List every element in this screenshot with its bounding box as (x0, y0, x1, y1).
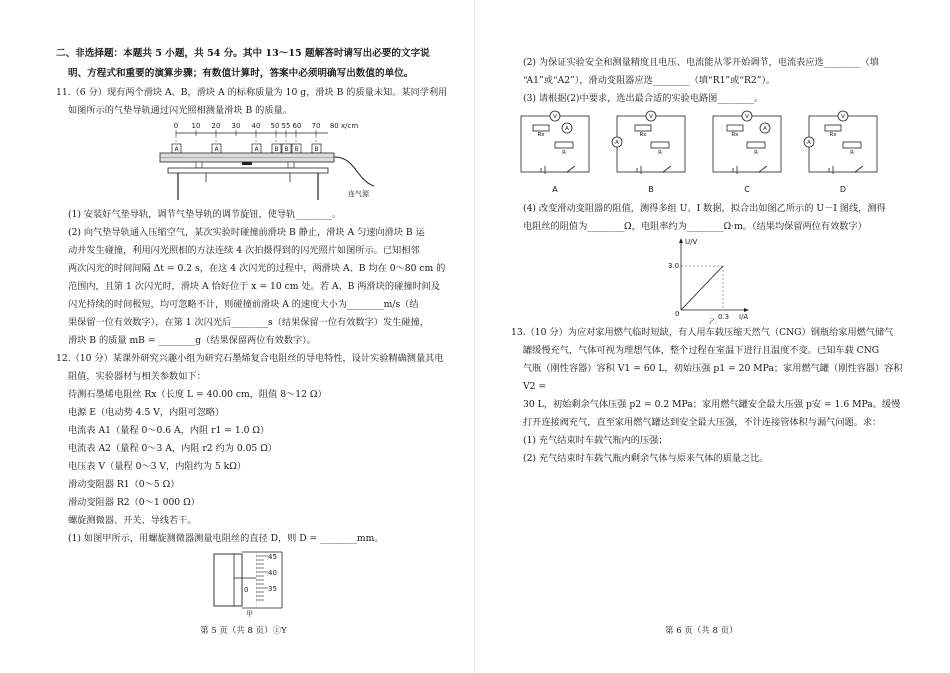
q12-part-4-line-2: 电阻丝的阻值为________Ω，电阻率约为________Ω·m。（结果均保留两位有效数字） (523, 221, 867, 232)
ruler-label-0: 0 (173, 122, 179, 130)
air-track-diagram (56, 120, 452, 206)
q12-part-2-line-2: “A1”或“A2”），滑动变阻器应选________（填“R1”或“R2”）。 (523, 75, 776, 86)
x-tick-label: 0.3 (718, 313, 730, 321)
q12-item: 电源 E（电动势 4.5 V，内阻可忽略） (68, 407, 225, 418)
ruler-label-40: 40 (251, 122, 261, 130)
q13-line-4: 30 L，初始剩余气体压强 p2 = 0.2 MPa；家用燃气罐安全最大压强 p安 = 1.6 MPa。缓慢 (523, 399, 901, 410)
air-track-figure (56, 120, 452, 206)
section-header-line-1: 二、非选择题：本题共 5 小题，共 54 分。其中 13～15 题解答时请写出必要的文字说 (56, 48, 430, 59)
ui-graph-figure (511, 236, 911, 324)
section-header-line-2: 明、方程式和重要的演算步骤；有数值计算时，答案中必须明确写出数值的单位。 (68, 68, 414, 79)
circuit-label-d: D (839, 185, 847, 194)
q11-part-1: (1) 安装好气垫导轨，调节气垫导轨的调节旋钮，使导轨________。 (68, 209, 342, 220)
ruler-label-70: 70 (311, 122, 321, 130)
circuit-diagrams (511, 108, 911, 200)
block-b-label: B (274, 146, 279, 153)
q11-part-2-line-7: 滑块 B 的质量 mB = ________g（结果保留两位有效数字）。 (68, 335, 316, 346)
q12-line-2: 阻值，实验器材与相关参数如下： (68, 371, 206, 382)
ruler-label-20: 20 (211, 122, 221, 130)
rheostat-symbol: R (658, 150, 662, 156)
voltmeter-symbol: V (841, 114, 845, 120)
circuit-label-b: B (648, 185, 654, 194)
q11-part-2-line-6: 果保留一位有效数字），在第 1 次闪光后________s（结果保留一位有效数字）发生碰撞， (68, 317, 429, 328)
q12-item: 待测石墨烯电阻丝 Rx（长度 L = 40.00 cm，阻值 8～12 Ω） (68, 389, 327, 400)
block-b-label: B (284, 146, 289, 153)
rx-symbol: Rx (639, 132, 647, 138)
q13-part-2: (2) 充气结束时车载气瓶内剩余气体与原来气体的质量之比。 (523, 453, 769, 464)
rx-symbol: Rx (829, 132, 837, 138)
ruler-label-55: 55 (281, 122, 291, 130)
right-page-footer: 第 6 页（共 8 页） (665, 626, 738, 636)
origin-label: 0 (675, 310, 680, 318)
ruler-label-60: 60 (292, 122, 302, 130)
q12-part-4-line-1: (4) 改变滑动变阻器的阻值，测得多组 U、I 数据，拟合出如图乙所示的 U－I 图线，测得 (523, 203, 886, 214)
circuit-label-c: C (744, 185, 750, 194)
rheostat-symbol: R (562, 150, 566, 156)
ruler-label-80: 80 x/cm (329, 122, 359, 130)
right-column (511, 54, 911, 468)
circuit-options (511, 108, 911, 200)
micrometer-diagram (56, 548, 452, 618)
block-a-label: A (214, 146, 219, 153)
micrometer-tick-45: 45 (268, 553, 277, 561)
circuit-d (804, 111, 877, 174)
circuit-label-a: A (552, 185, 558, 194)
left-page-footer: 第 5 页（共 8 页）①Y (200, 626, 287, 636)
rx-symbol: Rx (537, 132, 545, 138)
block-a-label: A (254, 146, 259, 153)
micrometer-caption: 甲 (246, 610, 253, 618)
ammeter-symbol: A (565, 126, 569, 132)
x-axis-label: I/A (739, 313, 749, 321)
q12-item: 滑动变阻器 R2（0～1 000 Ω） (68, 497, 200, 508)
q13-part-1: (1) 充气结束时车载气瓶内的压强； (523, 435, 668, 446)
q12-part-3: (3) 请根据(2)中要求，选出最合适的实验电路图________。 (523, 93, 764, 104)
micrometer-figure (56, 548, 452, 618)
ruler-label-30: 30 (231, 122, 241, 130)
micrometer-tick-35: 35 (268, 585, 277, 593)
ammeter-symbol: A (615, 140, 619, 146)
circuit-c (713, 111, 781, 174)
q12-line-1: 12.（10 分）某课外研究兴趣小组为研究石墨烯复合电阻丝的导电特性，设计实验精确测量其电 (56, 353, 444, 364)
circuit-a (521, 111, 589, 174)
q11-part-2-line-2: 动并发生碰撞，利用闪光照相的方法连续 4 次拍摄得到的闪光照片如图所示。已知相邻 (68, 245, 420, 256)
table-top (168, 168, 328, 173)
q11-part-2-line-3: 两次闪光的时间间隔 Δt = 0.2 s，在这 4 次闪光的过程中，两滑块 A、B 均在 0～80 cm 的 (68, 263, 446, 274)
y-tick-label: 3.0 (668, 262, 680, 270)
q13-line-1: 13.（10 分）为应对家用燃气临时短缺，有人用车载压缩天然气（CNG）钢瓶给家用燃气储气 (511, 327, 894, 338)
ruler-label-50: 50 (270, 122, 280, 130)
block-b-label: B (294, 146, 299, 153)
q11-part-2-line-4: 范围内，且第 1 次闪光时，滑块 A 恰好位于 x = 10 cm 处。若 A、B 两滑块的碰撞时间及 (68, 281, 441, 292)
q11-line-1: 11.（6 分）现有两个滑块 A、B，滑块 A 的标称质量为 10 g，滑块 B 的质量未知。某同学利用 (56, 87, 448, 98)
ui-line (681, 266, 723, 310)
q11-part-2-line-5: 闪光持续的时间极短，均可忽略不计，则碰撞前滑块 A 的速度大小为________m/s（结 (68, 299, 419, 310)
rheostat-symbol: R (850, 150, 854, 156)
air-hose (334, 157, 374, 186)
q13-line-2: 罐缓慢充气，气体可视为理想气体，整个过程在室温下进行且温度不变。已知车载 CNG (523, 345, 880, 356)
block-a-label: A (174, 146, 179, 153)
micrometer-zero: 0 (244, 586, 249, 594)
q12-part-1: (1) 如图甲所示，用螺旋测微器测量电阻丝的直径 D，则 D = ________mm。 (68, 533, 384, 544)
q13-line-3: 气瓶（刚性容器）容积 V1 = 60 L，初始压强 p1 = 20 MPa；家用燃气罐（刚性容器）容积 V2 = (523, 363, 906, 392)
ammeter-symbol: A (763, 126, 767, 132)
voltmeter-symbol: V (745, 114, 749, 120)
q11-part-2-line-1: (2) 向气垫导轨通入压缩空气，某次实验时碰撞前滑块 B 静止，滑块 A 匀速向滑块 B 运 (68, 227, 425, 238)
q12-item: 电流表 A2（量程 0～3 A，内阻 r2 约为 0.05 Ω） (68, 443, 277, 454)
q12-item: 螺旋测微器、开关、导线若干。 (68, 515, 197, 526)
q13-line-5: 打开连接阀充气，直至家用燃气罐达到安全最大压强，不计连接管体积与漏气问题。求： (523, 417, 882, 428)
voltmeter-symbol: V (649, 114, 653, 120)
rx-symbol: Rx (731, 132, 739, 138)
right-page (475, 0, 950, 673)
left-column (56, 44, 452, 618)
ruler-label-10: 10 (191, 122, 201, 130)
voltmeter-symbol: V (553, 114, 557, 120)
y-axis-label: U/V (685, 238, 698, 246)
q12-part-2-line-1: (2) 为保证实验安全和测量精度且电压、电流能从零开始调节，电流表应选________（填 (523, 57, 879, 68)
ammeter-symbol: A (807, 140, 811, 146)
q12-item: 电压表 V（量程 0～3 V，内阻约为 5 kΩ） (68, 461, 247, 472)
q12-item: 电流表 A1（量程 0～0.6 A，内阻 r1 = 1.0 Ω） (68, 425, 270, 436)
block-b-label: B (314, 146, 319, 153)
micrometer-tick-40: 40 (268, 569, 277, 577)
ui-graph (511, 236, 911, 324)
graph-caption: 乙 (709, 318, 716, 324)
circuit-b (612, 111, 685, 174)
rheostat-symbol: R (754, 150, 758, 156)
q12-item: 滑动变阻器 R1（0～5 Ω） (68, 479, 180, 490)
air-source-label: 连气源 (348, 190, 369, 198)
q11-line-2: 如图所示的气垫导轨通过闪光照相测量滑块 B 的质量。 (68, 105, 292, 116)
